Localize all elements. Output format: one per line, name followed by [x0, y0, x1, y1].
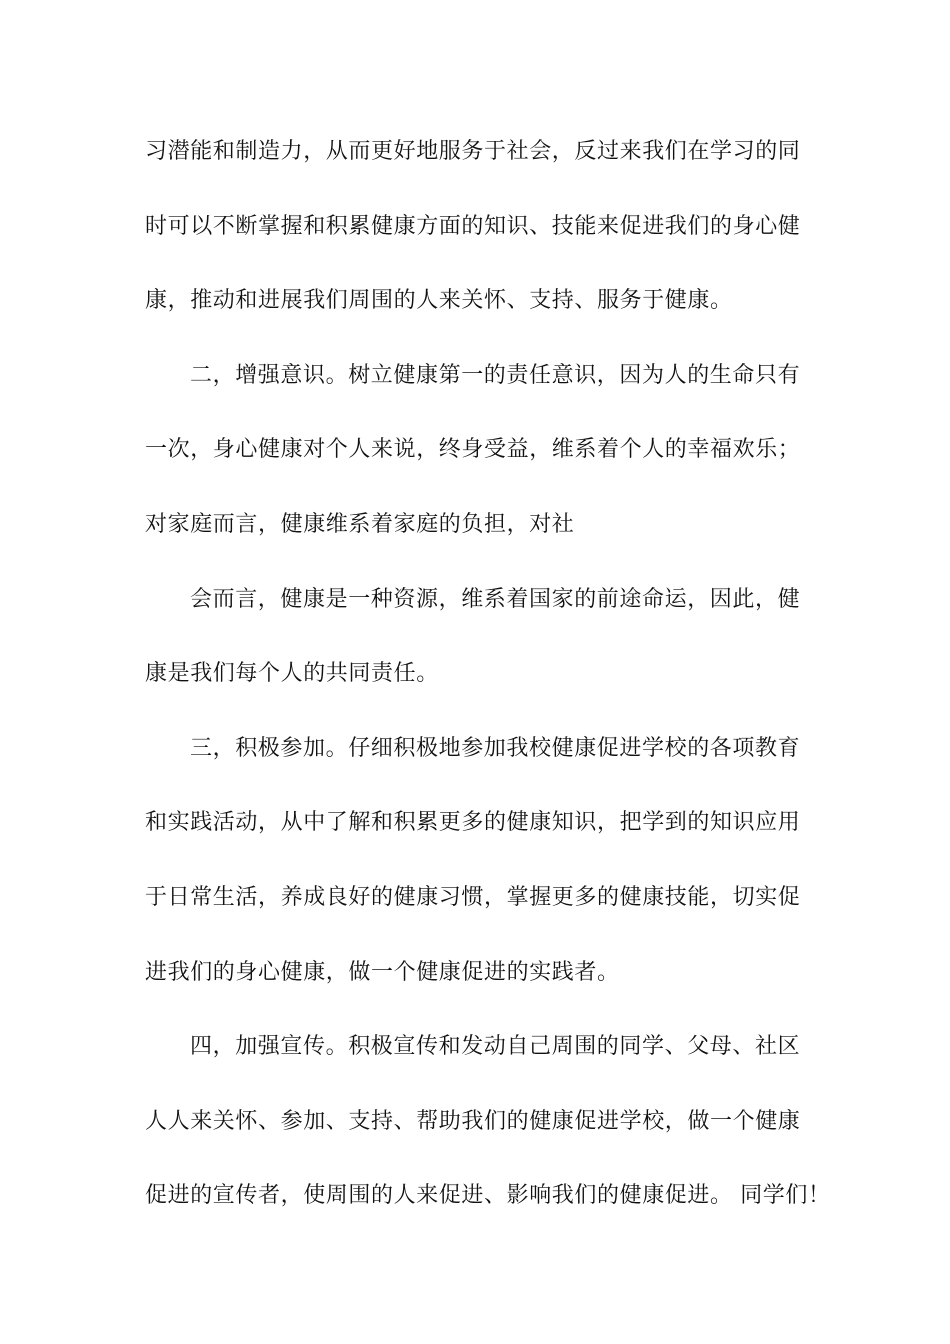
text-line: 会而言，健康是一种资源，维系着国家的前途命运，因此，健 — [190, 586, 801, 612]
text-line: 四，加强宣传。积极宣传和发动自己周围的同学、父母、社区 — [190, 1034, 801, 1060]
text-line: 一次，身心健康对个人来说，终身受益，维系着个人的幸福欢乐； — [145, 437, 801, 463]
text-line: 时可以不断掌握和积累健康方面的知识、技能来促进我们的身心健 — [145, 213, 801, 239]
text-line: 康是我们每个人的共同责任。 — [145, 661, 439, 687]
text-line: 三，积极参加。仔细积极地参加我校健康促进学校的各项教育 — [190, 735, 801, 761]
text-line: 促进的宣传者，使周围的人来促进、影响我们的健康促进。 同学们！ — [145, 1183, 831, 1209]
text-line: 于日常生活，养成良好的健康习惯，掌握更多的健康技能，切实促 — [145, 884, 801, 910]
document-body — [145, 128, 831, 1247]
text-line: 进我们的身心健康，做一个健康促进的实践者。 — [145, 959, 620, 985]
text-line: 和实践活动，从中了解和积累更多的健康知识，把学到的知识应用 — [145, 810, 801, 836]
text-line: 对家庭而言，健康维系着家庭的负担，对社 — [145, 511, 575, 537]
text-line: 人人来关怀、参加、支持、帮助我们的健康促进学校，做一个健康 — [145, 1108, 801, 1134]
text-line: 康，推动和进展我们周围的人来关怀、支持、服务于健康。 — [145, 288, 733, 314]
text-line: 习潜能和制造力，从而更好地服务于社会，反过来我们在学习的同 — [145, 139, 801, 164]
text-line: 二，增强意识。树立健康第一的责任意识，因为人的生命只有 — [190, 362, 801, 388]
